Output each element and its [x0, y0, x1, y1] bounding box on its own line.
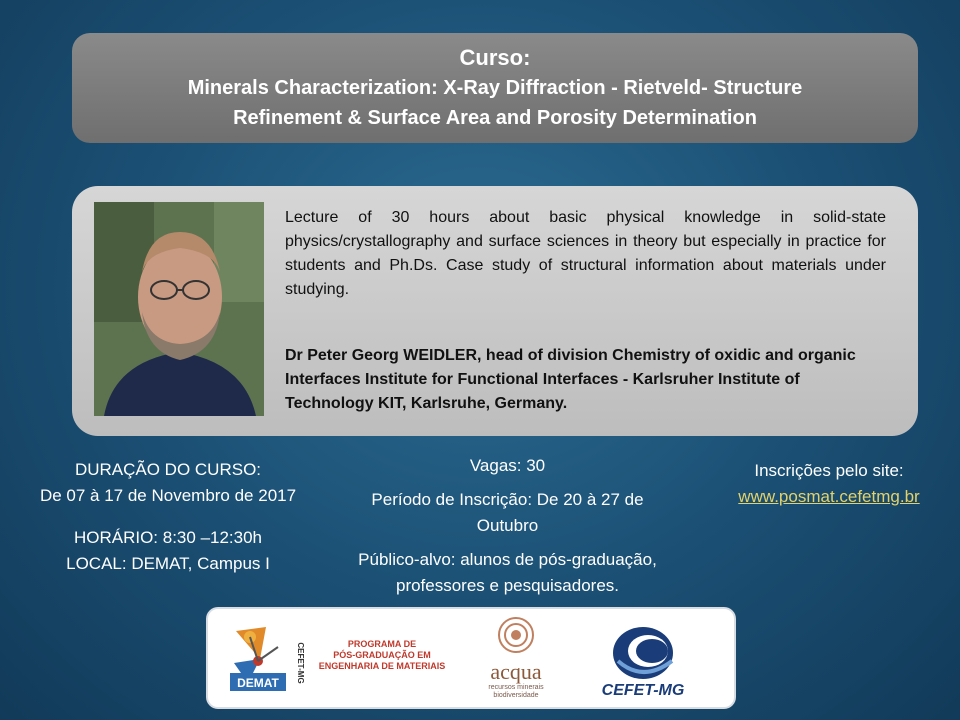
- duration-value: De 07 à 17 de Novembro de 2017: [39, 486, 297, 505]
- lecturer-info: Dr Peter Georg WEIDLER, head of division Chemistry of oxidic and organic Interfaces Institute for Functional Interfaces - Karlsruher Institute of Technology KIT, Karlsruhe, Germany.: [285, 347, 856, 412]
- lecture-description: Lecture of 30 hours about basic physical knowledge in solid-state physics/crystallography and surface sciences in theory but especially in practice for students and Ph.Ds. Case study of structural information about materials under studying.: [285, 209, 886, 298]
- program-line-1: PROGRAMA DE: [347, 639, 417, 649]
- program-line-3: ENGENHARIA DE MATERIAIS: [318, 661, 446, 671]
- acqua-spiral-icon: [496, 615, 536, 655]
- course-description-panel: [72, 186, 918, 436]
- audience-line-1: Público-alvo: alunos de pós-graduação,: [358, 550, 657, 569]
- registration-period-line-2: Outubro: [476, 516, 539, 535]
- demat-logo-text: DEMAT: [237, 676, 279, 690]
- course-schedule-info: [18, 457, 318, 577]
- acqua-sub-1: recursos minerais: [488, 684, 544, 691]
- duration-label: DURAÇÃO DO CURSO:: [74, 460, 262, 479]
- course-registration-info: [345, 453, 670, 599]
- demat-side-text: CEFET-MG: [296, 642, 305, 684]
- lecturer-portrait-image: [94, 202, 264, 416]
- program-line-2: PÓS-GRADUAÇÃO EM: [333, 650, 431, 660]
- registration-site-link[interactable]: www.posmat.cefetmg.br: [738, 487, 920, 506]
- location-text: LOCAL: DEMAT, Campus I: [66, 554, 270, 573]
- course-title-line-2: Refinement & Surface Area and Porosity Determination: [233, 107, 757, 129]
- registration-period-line-1: Período de Inscrição: De 20 à 27 de: [371, 490, 644, 509]
- lecturer-photo: [94, 202, 264, 416]
- schedule-text: HORÁRIO: 8:30 –12:30h: [73, 528, 263, 547]
- vacancies-text: Vagas: 30: [469, 456, 546, 475]
- course-title-banner: [72, 33, 918, 143]
- course-title-line-1: Minerals Characterization: X-Ray Diffraction - Rietveld- Structure: [187, 77, 803, 99]
- acqua-sub-2: biodiversidade: [493, 692, 539, 699]
- course-label: Curso:: [459, 45, 531, 70]
- program-name: [312, 639, 452, 672]
- registration-site-label: Inscrições pelo site:: [754, 461, 904, 480]
- cefet-mg-logo: [588, 621, 698, 701]
- sponsor-logos-bar: [206, 607, 736, 709]
- cefet-logo-text: CEFET-MG: [601, 682, 685, 699]
- registration-site-info: [700, 458, 958, 510]
- audience-line-2: professores e pesquisadores.: [395, 576, 620, 595]
- acqua-word: acqua: [490, 659, 542, 684]
- demat-logo: [228, 623, 308, 695]
- acqua-logo: [476, 615, 556, 705]
